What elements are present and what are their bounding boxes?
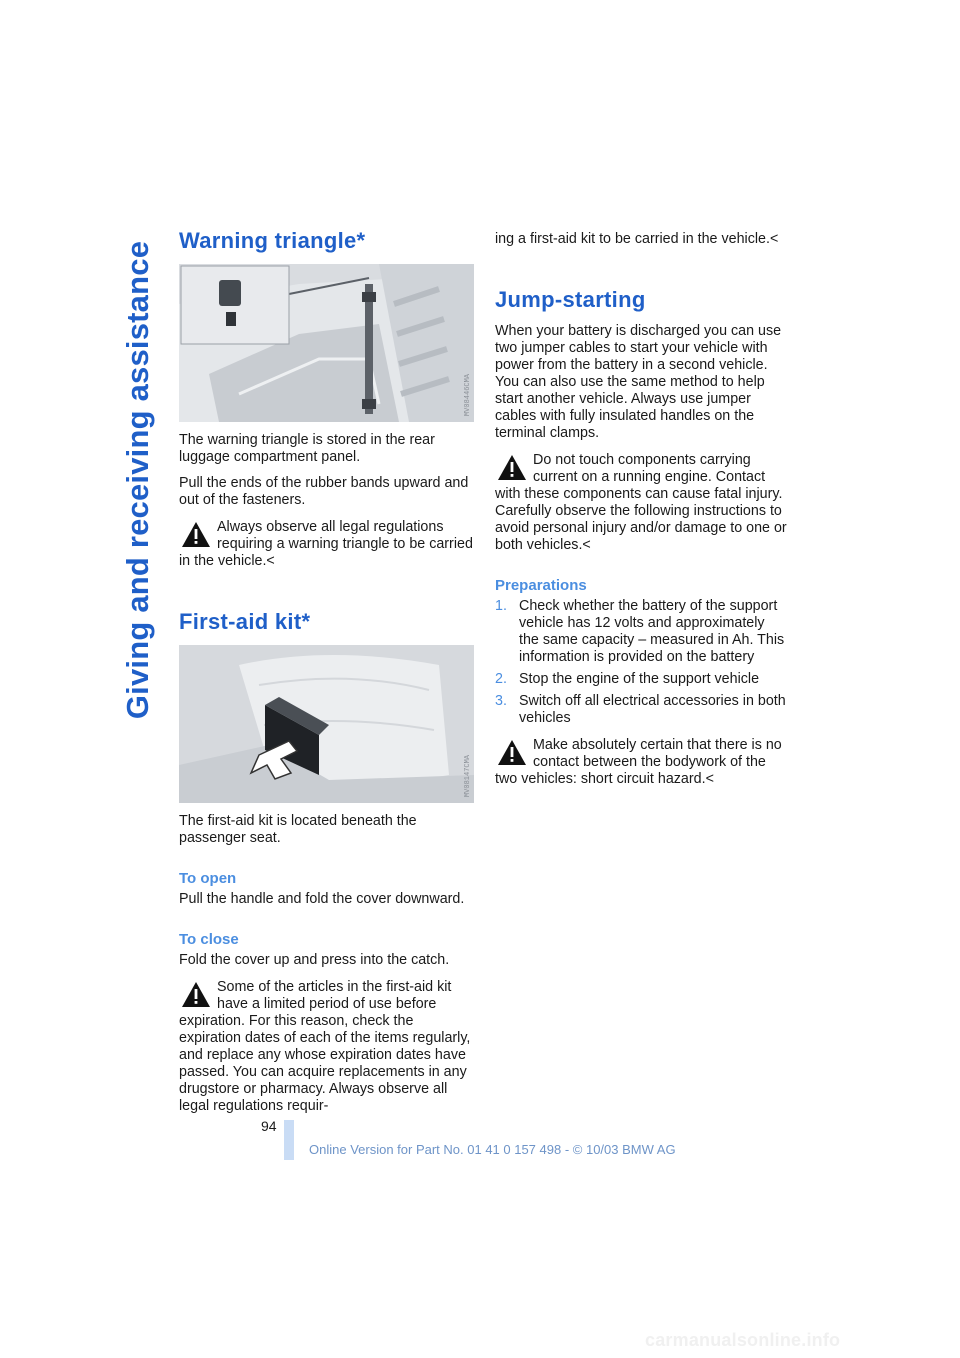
- to-close-text: Fold the cover up and press into the catch.: [179, 952, 450, 968]
- warning-note: [495, 452, 787, 554]
- first-aid-text: The first-aid kit is located beneath the passenger seat.: [179, 813, 417, 846]
- step-text: Stop the engine of the support vehicle: [519, 671, 760, 687]
- warning-triangle-text-2: Pull the ends of the rubber bands upward and out of the fasteners.: [179, 475, 469, 508]
- to-open-heading: To open: [179, 870, 237, 887]
- first-aid-heading: First-aid kit*: [179, 609, 311, 634]
- continuation-text: ing a first-aid kit to be carried in the vehicle.<: [495, 231, 779, 247]
- list-item: [495, 671, 787, 688]
- warning-note-text: Always observe all legal regulations requiring a warning triangle to be carried in the vehicle.<: [179, 519, 473, 569]
- right-column: [495, 231, 787, 797]
- warning-note-text: Do not touch components carrying current on a running engine. Contact with these components can cause fatal injury. Carefully observe the following instructions to avoid personal injury and/or damage to one or both vehicles.<: [495, 452, 787, 553]
- warning-icon: [497, 454, 527, 481]
- warning-note: [179, 519, 474, 570]
- footer-bar: [284, 1120, 294, 1160]
- warning-icon: [497, 739, 527, 766]
- step-text: Switch off all electrical accessories in both vehicles: [519, 693, 786, 726]
- warning-note: [179, 979, 474, 1115]
- first-aid-figure: [179, 645, 474, 803]
- jump-starting-text: When your battery is discharged you can use two jumper cables to start your vehicle with power from the battery in a second vehicle. You can also use the same method to help start another vehicle. Always use jumper cables with fully insulated handles on the terminal clamps.: [495, 323, 782, 441]
- step-text: Check whether the battery of the support vehicle has 12 volts and approximately the same capacity – measured in Ah. This information is provided on the battery: [519, 598, 785, 665]
- list-item: [495, 693, 787, 727]
- warning-note-text: Some of the articles in the first-aid kit have a limited period of use before expiration. For this reason, check the expiration dates of each of the items regularly, and replace any whose expiration dates have passed. You can acquire replacements in any drugstore or pharmacy. Always observe all legal regulations requir-: [179, 979, 471, 1114]
- warning-icon: [181, 981, 211, 1008]
- to-close-heading: To close: [179, 931, 239, 948]
- step-number: 1.: [495, 598, 507, 614]
- warning-note-text: Make absolutely certain that there is no contact between the bodywork of the two vehicles: short circuit hazard.<: [495, 737, 782, 787]
- watermark: carmanualsonline.info: [645, 1330, 841, 1350]
- preparations-heading: Preparations: [495, 577, 587, 594]
- left-column: [179, 228, 474, 1124]
- warning-icon: [181, 521, 211, 548]
- preparation-steps: [495, 598, 787, 727]
- side-tab-section-title: [118, 230, 158, 730]
- step-number: 3.: [495, 693, 507, 709]
- figure-code: MV08446CMA: [464, 373, 472, 416]
- jump-starting-heading: Jump-starting: [495, 287, 646, 312]
- side-tab-label: Giving and receiving assistance: [120, 240, 156, 720]
- list-item: [495, 598, 787, 666]
- warning-note: [495, 737, 787, 788]
- page-number: 94: [261, 1118, 277, 1134]
- online-version-text: Online Version for Part No. 01 41 0 157 498 - © 10/03 BMW AG: [309, 1142, 676, 1157]
- warning-triangle-text-1: The warning triangle is stored in the rear luggage compartment panel.: [179, 432, 435, 465]
- step-number: 2.: [495, 671, 507, 687]
- first-aid-illustration: [179, 645, 474, 803]
- warning-triangle-figure: [179, 264, 474, 422]
- warning-triangle-heading: Warning triangle*: [179, 228, 366, 253]
- warning-triangle-illustration: [179, 264, 474, 422]
- to-open-text: Pull the handle and fold the cover downward.: [179, 891, 465, 907]
- figure-code: MV08147CMA: [464, 754, 472, 797]
